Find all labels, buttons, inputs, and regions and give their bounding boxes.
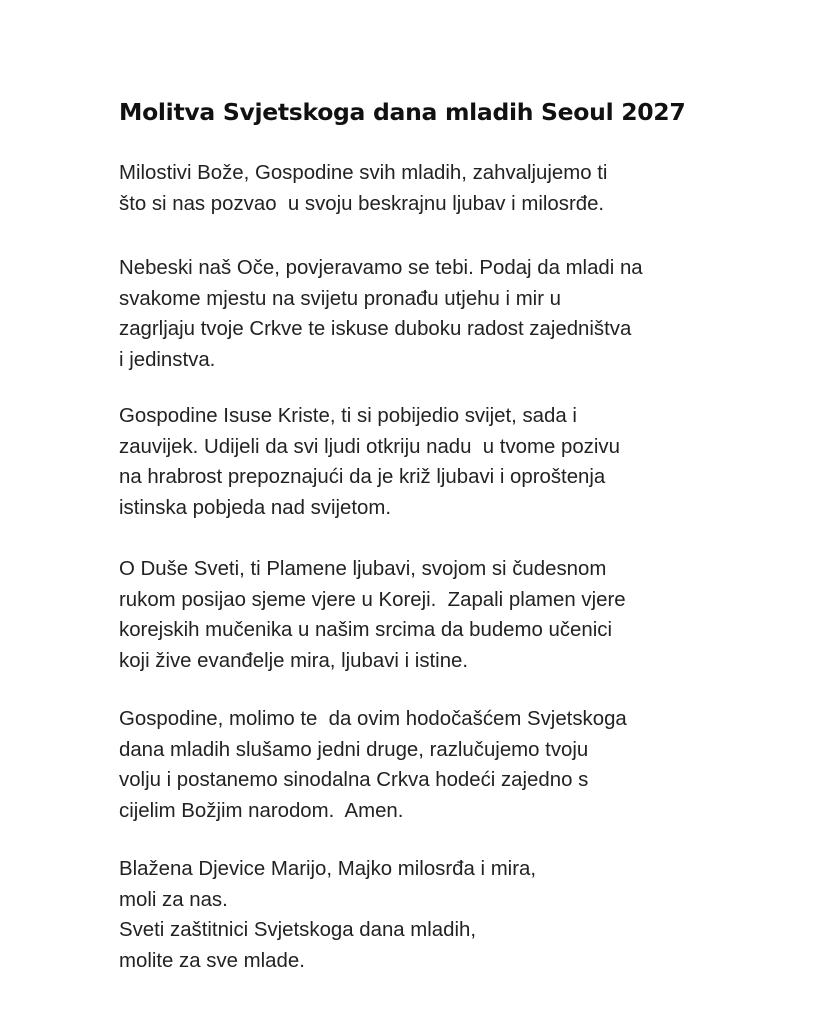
prayer-document [119,94,759,972]
text-line: zagrljaju tvoje Crkve te iskuse duboku radost zajedništva [119,318,632,340]
text-line: Blažena Djevice Marijo, Majko milosrđa i mira, [119,858,537,880]
paragraph-pilgrimage [119,704,627,826]
paragraph-jesus [119,401,620,523]
text-line: rukom posijao sjeme vjere u Koreji. Zapali plamen vjere [119,588,626,611]
text-line: što si nas pozvao u svoju beskrajnu ljubav i milosrđe. [119,192,605,215]
paragraph-holy-spirit [119,554,626,676]
text-line: svakome mjestu na svijetu pronađu utjehu i mir u [119,287,562,310]
text-line: Gospodine, molimo te da ovim hodočašćem Svjetskoga [119,708,627,730]
text-line: moli za nas. [119,888,228,911]
text-line: koji žive evanđelje mira, ljubavi i istine. [119,649,469,672]
text-line: volju i postanemo sinodalna Crkva hodeći zajedno s [119,769,589,791]
text-line: zauvijek. Udijeli da svi ljudi otkriju nadu u tvome pozivu [119,435,620,458]
text-line: Nebeski naš Oče, povjeravamo se tebi. Podaj da mladi na [119,257,643,279]
text-line: Sveti zaštitnici Svjetskoga dana mladih, [119,919,477,941]
text-line: i jedinstva. [119,348,216,371]
text-line: molite za sve mlade. [119,949,305,972]
text-line: Milostivi Bože, Gospodine svih mladih, zahvaljujemo ti [119,162,608,184]
text-line: na hrabrost prepoznajući da je križ ljubavi i oproštenja [119,466,606,488]
paragraph-intercession [119,854,536,976]
paragraph-father [119,253,643,375]
text-line: istinska pobjeda nad svijetom. [119,496,392,519]
text-line: korejskih mučenika u našim srcima da budemo učenici [119,619,612,641]
text-line: cijelim Božjim narodom. Amen. [119,799,404,822]
text-line: O Duše Sveti, ti Plamene ljubavi, svojom si čudesnom [119,558,607,580]
text-line: Gospodine Isuse Kriste, ti si pobijedio svijet, sada i [119,405,577,427]
paragraph-invocation [119,158,607,219]
document-title: Molitva Svjetskoga dana mladih Seoul 2027 [119,98,686,126]
text-line: dana mladih slušamo jedni druge, razlučujemo tvoju [119,738,589,761]
